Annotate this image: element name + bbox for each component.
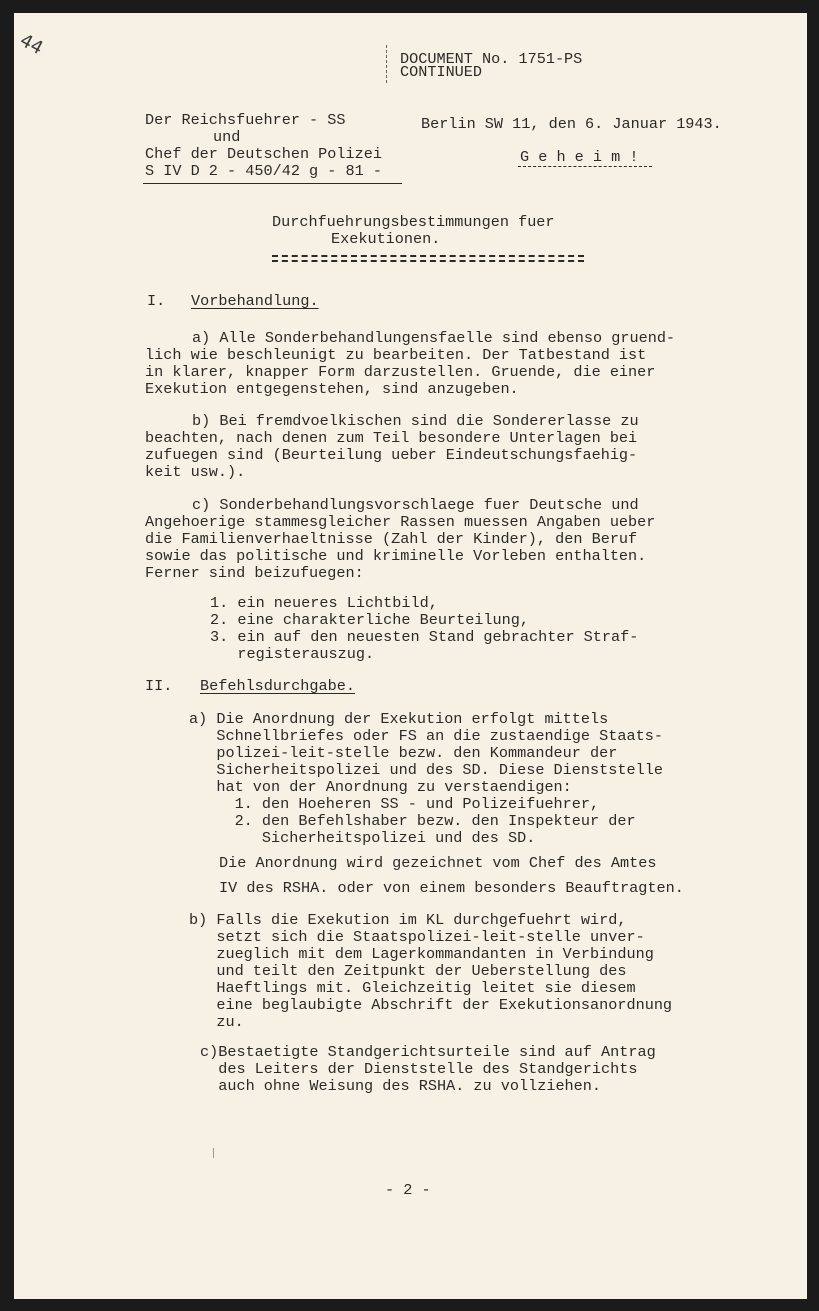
title-line-1: Durchfuehrungsbestimmungen fuer	[272, 213, 555, 231]
s1-b-line-1: b) Bei fremdvoelkischen sind die Sondererlasse zu	[192, 412, 639, 430]
s1-a-line-1: a) Alle Sonderbehandlungensfaelle sind ebenso gruend-	[192, 329, 676, 347]
s2-c-line-3: auch ohne Weisung des RSHA. zu vollziehen.	[200, 1077, 602, 1095]
sender-line-1: Der Reichsfuehrer - SS	[145, 111, 346, 129]
s2-a-line-5: hat von der Anordnung zu verstaendigen:	[189, 778, 572, 796]
s2-a-item-2-cont: Sicherheitspolizei und des SD.	[189, 829, 536, 847]
s1-c-line-3: die Familienverhaeltnisse (Zahl der Kinder), den Beruf	[145, 530, 638, 548]
s2-a-item-1: 1. den Hoeheren SS - und Polizeifuehrer,	[189, 795, 600, 813]
document-number: DOCUMENT No. 1751-PS	[400, 50, 583, 68]
s1-b-line-3: zufuegen sind (Beurteilung ueber Eindeutschungsfaehig-	[145, 446, 638, 464]
s2-b-line-4: und teilt den Zeitpunkt der Ueberstellung des	[189, 962, 627, 980]
sender-line-3: Chef der Deutschen Polizei	[145, 145, 382, 163]
document-page	[14, 13, 807, 1299]
s1-c-line-1: c) Sonderbehandlungsvorschlaege fuer Deutsche und	[192, 496, 639, 514]
s2-b-line-5: Haeftlings mit. Gleichzeitig leitet sie diesem	[189, 979, 636, 997]
document-continued: CONTINUED	[400, 63, 483, 81]
s2-b-line-3: zueglich mit dem Lagerkommandanten in Verbindung	[189, 945, 654, 963]
classification-stamp: G e h e i m !	[520, 148, 639, 166]
stray-mark	[213, 1148, 214, 1158]
s2-signing-line-2: IV des RSHA. oder von einem besonders Beauftragten.	[219, 879, 684, 897]
s2-signing-line-1: Die Anordnung wird gezeichnet vom Chef des Amtes	[219, 854, 657, 872]
title-rule-2	[272, 260, 584, 262]
place-and-date: Berlin SW 11, den 6. Januar 1943.	[421, 115, 722, 133]
s2-c-line-1: c)Bestaetigte Standgerichtsurteile sind auf Antrag	[200, 1043, 656, 1061]
section-1-heading: Vorbehandlung.	[191, 292, 319, 310]
s1-list-item-3: 3. ein auf den neuesten Stand gebrachter Straf-	[210, 628, 639, 646]
s2-a-line-3: polizei-leit-stelle bezw. den Kommandeur der	[189, 744, 618, 762]
s1-a-line-4: Exekution entgegenstehen, sind anzugeben.	[145, 380, 519, 398]
s1-a-line-3: in klarer, knapper Form darzustellen. Gruende, die einer	[145, 363, 656, 381]
s1-a-line-2: lich wie beschleunigt zu bearbeiten. Der Tatbestand ist	[145, 346, 647, 364]
s2-b-line-1: b) Falls die Exekution im KL durchgefuehrt wird,	[189, 911, 627, 929]
s2-a-line-4: Sicherheitspolizei und des SD. Diese Dienststelle	[189, 761, 663, 779]
s2-b-line-6: eine beglaubigte Abschrift der Exekutionsanordnung	[189, 996, 673, 1014]
s2-c-line-2: des Leiters der Dienststelle des Standgerichts	[200, 1060, 638, 1078]
s2-b-line-2: setzt sich die Staatspolizei-leit-stelle unver-	[189, 928, 645, 946]
s2-a-line-2: Schnellbriefes oder FS an die zustaendige Staats-	[189, 727, 663, 745]
file-reference: S IV D 2 - 450/42 g - 81 -	[145, 162, 382, 180]
s2-a-line-1: a) Die Anordnung der Exekution erfolgt mittels	[189, 710, 609, 728]
page-number: - 2 -	[385, 1181, 431, 1199]
section-2-heading: Befehlsdurchgabe.	[200, 677, 355, 695]
title-line-2: Exekutionen.	[331, 230, 441, 248]
s1-c-line-4: sowie das politische und kriminelle Vorleben enthalten.	[145, 547, 647, 565]
s2-b-line-7: zu.	[189, 1013, 244, 1031]
s1-c-line-2: Angehoerige stammesgleicher Rassen muessen Angaben ueber	[145, 513, 656, 531]
s1-c-line-5: Ferner sind beizufuegen:	[145, 564, 364, 582]
s1-list-item-3-cont: registerauszug.	[210, 645, 375, 663]
section-1-number: I.	[147, 292, 166, 310]
sender-underline	[143, 183, 402, 184]
title-rule-1	[272, 255, 584, 257]
section-2-number: II.	[145, 677, 173, 695]
s1-b-line-4: keit usw.).	[145, 463, 246, 481]
s1-list-item-2: 2. eine charakterliche Beurteilung,	[210, 611, 529, 629]
handwritten-page-number: 44	[16, 29, 47, 60]
s1-b-line-2: beachten, nach denen zum Teil besondere Unterlagen bei	[145, 429, 638, 447]
classification-underline	[518, 166, 652, 167]
s2-a-item-2: 2. den Befehlshaber bezw. den Inspekteur der	[189, 812, 636, 830]
s1-list-item-1: 1. ein neueres Lichtbild,	[210, 594, 438, 612]
sender-line-2: und	[213, 128, 241, 146]
margin-mark	[386, 45, 387, 83]
